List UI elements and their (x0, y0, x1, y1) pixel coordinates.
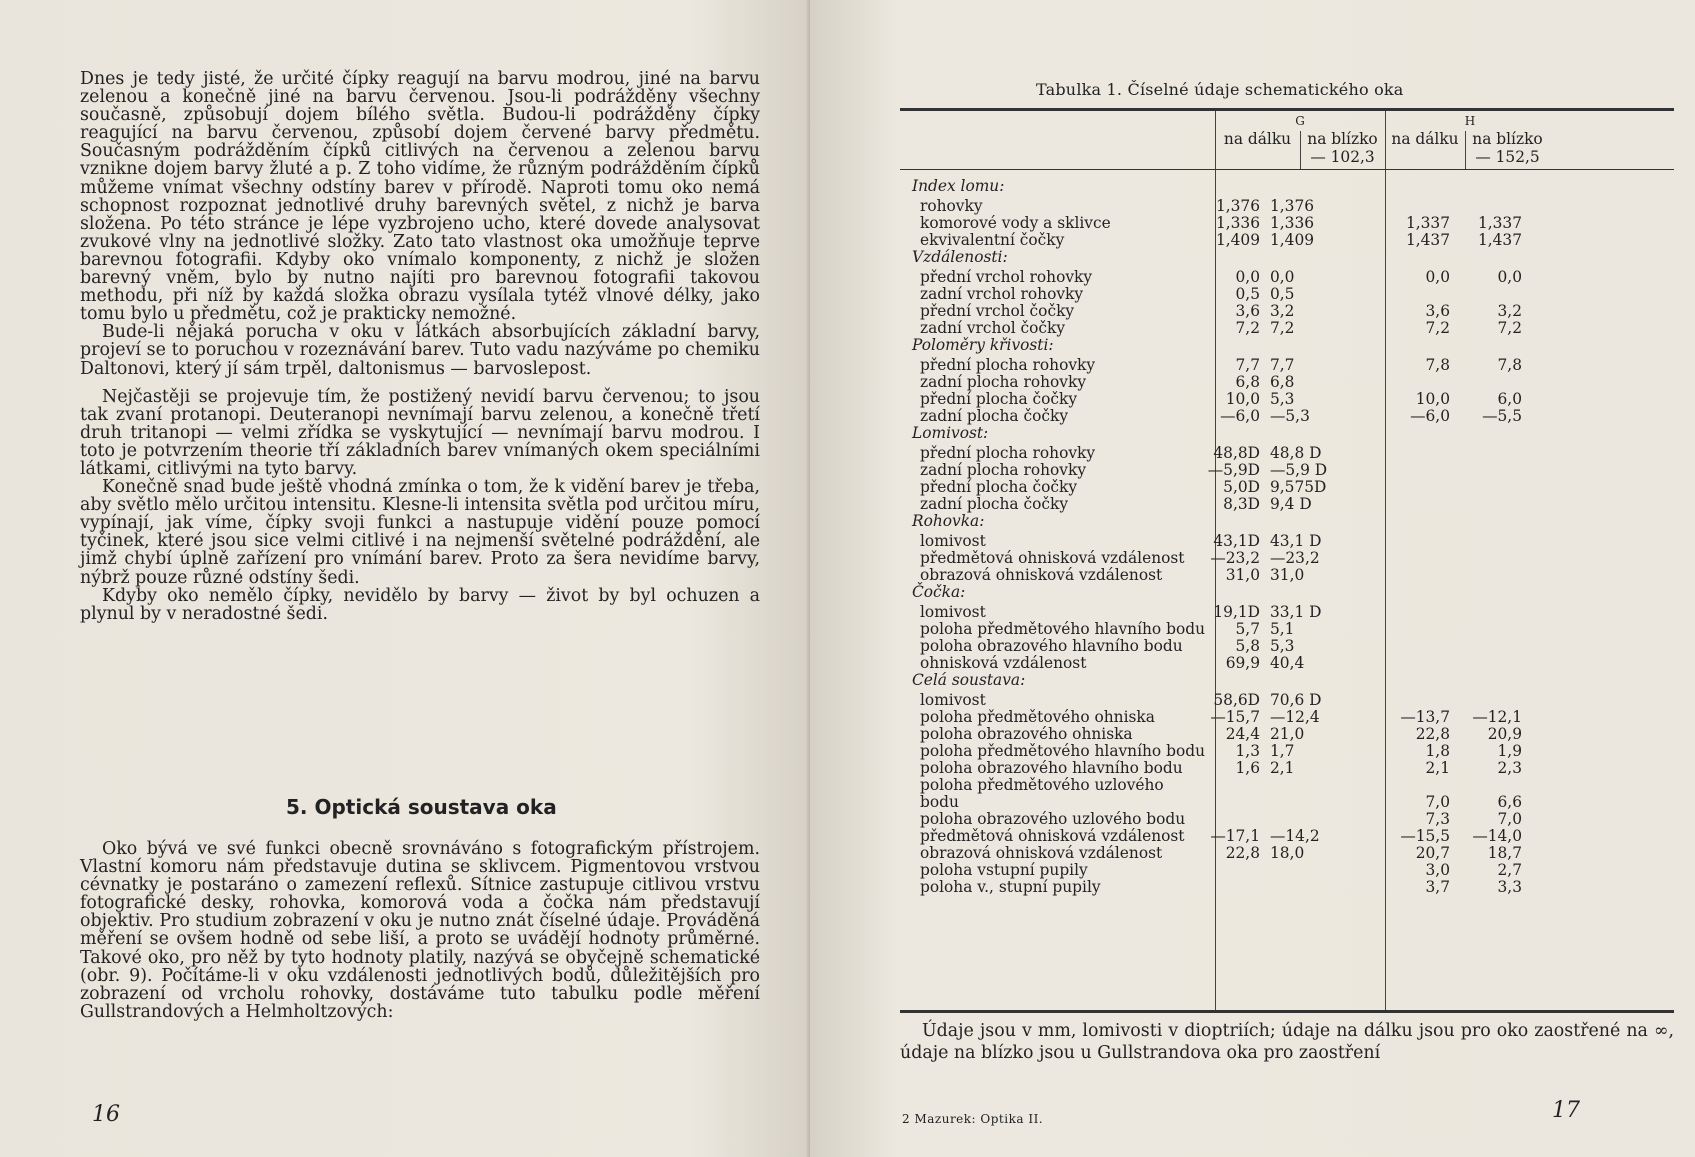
g-near-value: 5,3 (1270, 390, 1295, 408)
section-label: Lomivost: (912, 424, 989, 442)
g-far-value: 1,3 (1235, 742, 1260, 760)
h-far-value: 1,8 (1425, 742, 1450, 760)
table-row (900, 760, 1674, 777)
g-near-value: 7,7 (1270, 356, 1295, 374)
h-far-value: 7,8 (1425, 356, 1450, 374)
table-body (900, 170, 1674, 1010)
row-label: předmětová ohnisková vzdálenost (920, 549, 1185, 567)
table-row (900, 621, 1674, 638)
row-label: zadní vrchol rohovky (920, 285, 1084, 303)
h-far-value: 10,0 (1415, 390, 1450, 408)
table-section-row (900, 513, 1674, 530)
h-far-value: —6,0 (1410, 407, 1450, 425)
row-label: poloha předmětového ohniska (920, 708, 1155, 726)
g-far-value: 43,1D (1213, 532, 1260, 550)
h-far-value: —13,7 (1400, 708, 1450, 726)
table-row (900, 794, 1674, 811)
row-label: lomivost (920, 691, 986, 709)
table-row (900, 215, 1674, 232)
g-near-value: 1,409 (1270, 231, 1315, 249)
row-label: komorové vody a sklivce (920, 214, 1111, 232)
h-near-value: 0,0 (1497, 268, 1522, 286)
h-near-value: 7,0 (1497, 810, 1522, 828)
g-far-value: 10,0 (1225, 390, 1260, 408)
table-row (900, 303, 1674, 320)
h-far-value: 20,7 (1415, 844, 1450, 862)
table-row (900, 408, 1674, 425)
g-near-value: 43,1 D (1270, 532, 1322, 550)
section-label: Vzdálenosti: (912, 248, 1008, 266)
page-number-left: 16 (92, 1102, 120, 1127)
g-near-value: 48,8 D (1270, 444, 1322, 462)
g-far-value: 5,8 (1235, 637, 1260, 655)
g-near-value: 1,336 (1270, 214, 1315, 232)
g-far-value: 31,0 (1225, 566, 1260, 584)
g-near-value: —5,3 (1270, 407, 1310, 425)
section-label: Poloměry křivosti: (912, 336, 1054, 354)
h-near-value: —14,0 (1472, 827, 1522, 845)
table-row (900, 391, 1674, 408)
g-far-value: —17,1 (1210, 827, 1260, 845)
row-label: poloha obrazového ohniska (920, 725, 1133, 743)
table-row (900, 567, 1674, 584)
table-section-row (900, 249, 1674, 266)
left-page-text (80, 70, 760, 623)
section-label: Index lomu: (912, 177, 1005, 195)
table-row (900, 269, 1674, 286)
section-heading: 5. Optická soustava oka (286, 795, 557, 819)
g-far-value: 22,8 (1225, 844, 1260, 862)
h-near-value: 2,7 (1497, 861, 1522, 879)
row-label: poloha obrazového uzlového bodu (920, 810, 1186, 828)
g-far-value: 0,0 (1235, 268, 1260, 286)
g-near-value: 0,5 (1270, 285, 1295, 303)
row-label: lomivost (920, 532, 986, 550)
table-row (900, 232, 1674, 249)
g-near-value: 33,1 D (1270, 603, 1322, 621)
table-row (900, 533, 1674, 550)
g-far-value: 6,8 (1235, 373, 1260, 391)
table-row (900, 811, 1674, 828)
h-near-value: 1,9 (1497, 742, 1522, 760)
table-row (900, 879, 1674, 896)
table-row (900, 709, 1674, 726)
g-far-value: 1,336 (1215, 214, 1260, 232)
table-section-row (900, 178, 1674, 195)
g-far-value: 69,9 (1225, 654, 1260, 672)
row-label: přední plocha rohovky (920, 444, 1096, 462)
table-section-row (900, 672, 1674, 689)
header-g-near: na blízko (1307, 130, 1378, 148)
header-g-near-value: — 102,3 (1310, 148, 1375, 166)
g-far-value: 1,409 (1215, 231, 1260, 249)
table-row (900, 862, 1674, 879)
h-far-value: 2,1 (1425, 759, 1450, 777)
g-near-value: 6,8 (1270, 373, 1295, 391)
g-near-value: 1,7 (1270, 742, 1295, 760)
row-label: přední vrchol čočky (920, 302, 1075, 320)
h-near-value: 2,3 (1497, 759, 1522, 777)
g-near-value: 0,0 (1270, 268, 1295, 286)
paragraph-4: Konečně snad bude ještě vhodná zmínka o tom, že k vidění barev je třeba, aby světlo mělo určitou intensitu. Klesne-li intensita světla pod určitou míru, vypínají, jak víme, čípky svoji funkci a nastupuje vidění pouze pomocí tyčinek, které jsou sice velmi citlivé i na nejmenší světelné podráždění, ale jimž chybí úplně zařízení pro vnímání barev. Proto za šera nevidíme barvy, nýbrž pouze různé odstíny šedi. (80, 477, 760, 588)
g-near-value: 31,0 (1270, 566, 1305, 584)
g-near-value: 5,1 (1270, 620, 1295, 638)
h-far-value: 1,337 (1405, 214, 1450, 232)
right-page (810, 0, 1695, 1157)
g-near-value: 5,3 (1270, 637, 1295, 655)
section-label: Celá soustava: (912, 671, 1026, 689)
row-label: poloha předmětového hlavního bodu (920, 620, 1205, 638)
g-far-value: 7,2 (1235, 319, 1260, 337)
paragraph-5: Kdyby oko nemělo čípky, nevidělo by barvy — život by byl ochuzen a plynul by v neradostné šedi. (80, 585, 760, 624)
table-row (900, 357, 1674, 374)
row-label: rohovky (920, 197, 983, 215)
table-row (900, 655, 1674, 672)
g-far-value: 3,6 (1235, 302, 1260, 320)
h-far-value: 22,8 (1415, 725, 1450, 743)
h-near-value: 1,437 (1477, 231, 1522, 249)
h-near-value: —12,1 (1472, 708, 1522, 726)
h-near-value: 18,7 (1487, 844, 1522, 862)
row-label: přední vrchol rohovky (920, 268, 1093, 286)
paragraph-3: Nejčastěji se projevuje tím, že postižený nevidí barvu červenou; to jsou tak zvaní protanopi. Deuteranopi nevnímají barvu zelenou, a konečně třetí druh tritanopi — velmi zřídka se vyskytující — nevnímají barvu modrou. I toto je potvrzením theorie tří základních barev vnímaných okem speciálními látkami, citlivými na tyto barvy. (80, 386, 760, 479)
table-section-row (900, 425, 1674, 442)
table-row (900, 462, 1674, 479)
table-row (900, 320, 1674, 337)
g-near-value: 9,575D (1270, 478, 1327, 496)
row-label: poloha v., stupní pupily (920, 878, 1101, 896)
header-h-near: na blízko (1472, 130, 1543, 148)
row-label: bodu (920, 793, 959, 811)
h-near-value: 1,337 (1477, 214, 1522, 232)
row-label: předmětová ohnisková vzdálenost (920, 827, 1185, 845)
table-row (900, 286, 1674, 303)
row-label: poloha obrazového hlavního bodu (920, 759, 1183, 777)
row-label: lomivost (920, 603, 986, 621)
printer-signature: 2 Mazurek: Optika II. (902, 1112, 1044, 1126)
table-header (900, 111, 1674, 170)
table-row (900, 692, 1674, 709)
header-g-far: na dálku (1223, 130, 1292, 148)
h-far-value: —15,5 (1400, 827, 1450, 845)
section-label: Rohovka: (912, 512, 985, 530)
g-far-value: 0,5 (1235, 285, 1260, 303)
g-near-value: —12,4 (1270, 708, 1320, 726)
g-near-value: 2,1 (1270, 759, 1295, 777)
h-far-value: 7,3 (1425, 810, 1450, 828)
g-far-value: —5,9D (1207, 461, 1260, 479)
g-near-value: 3,2 (1270, 302, 1295, 320)
paragraph-2: Bude-li nějaká porucha v oku v látkách absorbujících základní barvy, projeví se to poruchou v rozeznávání barev. Tuto vadu nazýváme po chemiku Daltonovi, který jí sám trpěl, daltonismus — barvoslepost. (80, 322, 760, 379)
row-label: obrazová ohnisková vzdálenost (920, 566, 1163, 584)
row-label: poloha předmětového hlavního bodu (920, 742, 1205, 760)
table-row (900, 496, 1674, 513)
h-near-value: 7,8 (1497, 356, 1522, 374)
section-text (80, 840, 760, 1021)
row-label: poloha předmětového uzlového (920, 776, 1164, 794)
table-row (900, 828, 1674, 845)
h-near-value: 6,6 (1497, 793, 1522, 811)
row-label: obrazová ohnisková vzdálenost (920, 844, 1163, 862)
h-near-value: 6,0 (1497, 390, 1522, 408)
h-near-value: 20,9 (1487, 725, 1522, 743)
table-row (900, 198, 1674, 215)
g-far-value: —15,7 (1210, 708, 1260, 726)
h-far-value: 3,7 (1425, 878, 1450, 896)
g-near-value: 7,2 (1270, 319, 1295, 337)
h-near-value: 3,2 (1497, 302, 1522, 320)
row-label: ohnisková vzdálenost (920, 654, 1087, 672)
g-far-value: 24,4 (1225, 725, 1260, 743)
header-h-near-value: — 152,5 (1475, 148, 1540, 166)
h-far-value: 3,0 (1425, 861, 1450, 879)
row-label: přední plocha čočky (920, 390, 1078, 408)
table-row (900, 604, 1674, 621)
row-label: poloha obrazového hlavního bodu (920, 637, 1183, 655)
g-near-value: 18,0 (1270, 844, 1305, 862)
h-far-value: 7,2 (1425, 319, 1450, 337)
header-h: H (1464, 114, 1476, 128)
g-near-value: 1,376 (1270, 197, 1315, 215)
g-far-value: 1,376 (1215, 197, 1260, 215)
page-number-right: 17 (1552, 1098, 1580, 1123)
g-far-value: 48,8D (1213, 444, 1260, 462)
row-label: poloha vstupní pupily (920, 861, 1088, 879)
table-section-row (900, 584, 1674, 601)
h-near-value: 7,2 (1497, 319, 1522, 337)
row-label: zadní plocha rohovky (920, 461, 1087, 479)
g-far-value: 1,6 (1235, 759, 1260, 777)
g-near-value: 21,0 (1270, 725, 1305, 743)
g-near-value: —23,2 (1270, 549, 1320, 567)
h-far-value: 0,0 (1425, 268, 1450, 286)
row-label: zadní vrchol čočky (920, 319, 1066, 337)
paragraph-1: Dnes je tedy jisté, že určité čípky reagují na barvu modrou, jiné na barvu zelenou a konečně jiné na barvu červenou. Jsou-li podrážděny všechny současně, způsobují dojem bílého světla. Budou-li podrážděny čípky reagující na barvu červenou, způsobí dojem červené barvy předmětu. Současným podrážděním čípků citlivých na červenou a zelenou barvu vznikne dojem barvy žluté a p. Z toho vidíme, že různým podrážděním čípků můžeme vnímat všechny odstíny barev v přírodě. Naproti tomu oko nemá schopnost rozpoznat jednotlivé druhy barevných světel, z nichž je barva složena. Po této stránce je lépe vyzbrojeno ucho, které dovede analysovat zvukové vlny na jednotlivé složky. Zato tato vlastnost oka umožňuje teprve barevnou fotografii. Kdyby oko vnímalo komponenty, z nichž je složen barevný vněm, bylo by nutno najíti pro barevnou fotografii takovou methodu, při níž by každá složka obrazu vysílala tytéž vlnové délky, jako tomu bylo u předmětu, což je prakticky nemožné. (80, 69, 760, 325)
h-far-value: 7,0 (1425, 793, 1450, 811)
g-far-value: 7,7 (1235, 356, 1260, 374)
table-row (900, 550, 1674, 567)
table-row (900, 726, 1674, 743)
g-near-value: 70,6 D (1270, 691, 1322, 709)
table-row (900, 479, 1674, 496)
g-far-value: —23,2 (1210, 549, 1260, 567)
row-label: zadní plocha čočky (920, 407, 1069, 425)
table-row (900, 743, 1674, 760)
row-label: přední plocha čočky (920, 478, 1078, 496)
h-far-value: 1,437 (1405, 231, 1450, 249)
g-far-value: 58,6D (1213, 691, 1260, 709)
g-near-value: —5,9 D (1270, 461, 1328, 479)
row-label: přední plocha rohovky (920, 356, 1096, 374)
row-label: zadní plocha čočky (920, 495, 1069, 513)
table-caption: Tabulka 1. Číselné údaje schematického oka (1036, 80, 1404, 99)
g-far-value: 5,0D (1223, 478, 1260, 496)
row-label: ekvivalentní čočky (920, 231, 1065, 249)
header-h-far: na dálku (1391, 130, 1459, 148)
data-table (900, 108, 1674, 1013)
table-footnote (900, 1020, 1674, 1064)
table-row (900, 845, 1674, 862)
g-far-value: 8,3D (1223, 495, 1260, 513)
section-label: Čočka: (912, 583, 966, 601)
section-paragraph: Oko bývá ve své funkci obecně srovnáváno s fotografickým přístrojem. Vlastní komoru nám představuje dutina se sklivcem. Pigmentovou vrstvou cévnatky je postaráno o zamezení reflexů. Sítnice zastupuje citlivou vrstvu fotografické desky, rohovka, komorová voda a čočka nám představují objektiv. Pro studium zobrazení v oku je nutno znát číselné údaje. Prováděná měření se ovšem hodně od sebe liší, a proto se uvádějí hodnoty průměrné. Takové oko, pro něž by tyto hodnoty platily, nazývá se obyčejně schematické (obr. 9). Počítáme-li v oku vzdálenosti jednotlivých bodů, důležitějších pro zobrazení od vrcholu rohovky, dostáváme tuto tabulku podle měření Gullstrandových a Helmholtzových: (80, 839, 760, 1022)
g-far-value: 19,1D (1213, 603, 1260, 621)
h-near-value: 3,3 (1497, 878, 1522, 896)
g-near-value: —14,2 (1270, 827, 1320, 845)
h-far-value: 3,6 (1425, 302, 1450, 320)
g-near-value: 9,4 D (1270, 495, 1312, 513)
table-row (900, 374, 1674, 391)
h-near-value: —5,5 (1482, 407, 1522, 425)
header-g: G (1295, 114, 1305, 128)
table-row (900, 445, 1674, 462)
table-row (900, 638, 1674, 655)
g-far-value: 5,7 (1235, 620, 1260, 638)
table-section-row (900, 337, 1674, 354)
table-row (900, 777, 1674, 794)
footnote-text: Údaje jsou v mm, lomivosti v dioptriích; údaje na dálku jsou pro oko zaostřené na ∞, údaje na blízko jsou u Gullstrandova oka pro zaostření (900, 1021, 1674, 1063)
g-near-value: 40,4 (1270, 654, 1305, 672)
g-far-value: —6,0 (1220, 407, 1260, 425)
left-page (0, 0, 810, 1157)
row-label: zadní plocha rohovky (920, 373, 1087, 391)
